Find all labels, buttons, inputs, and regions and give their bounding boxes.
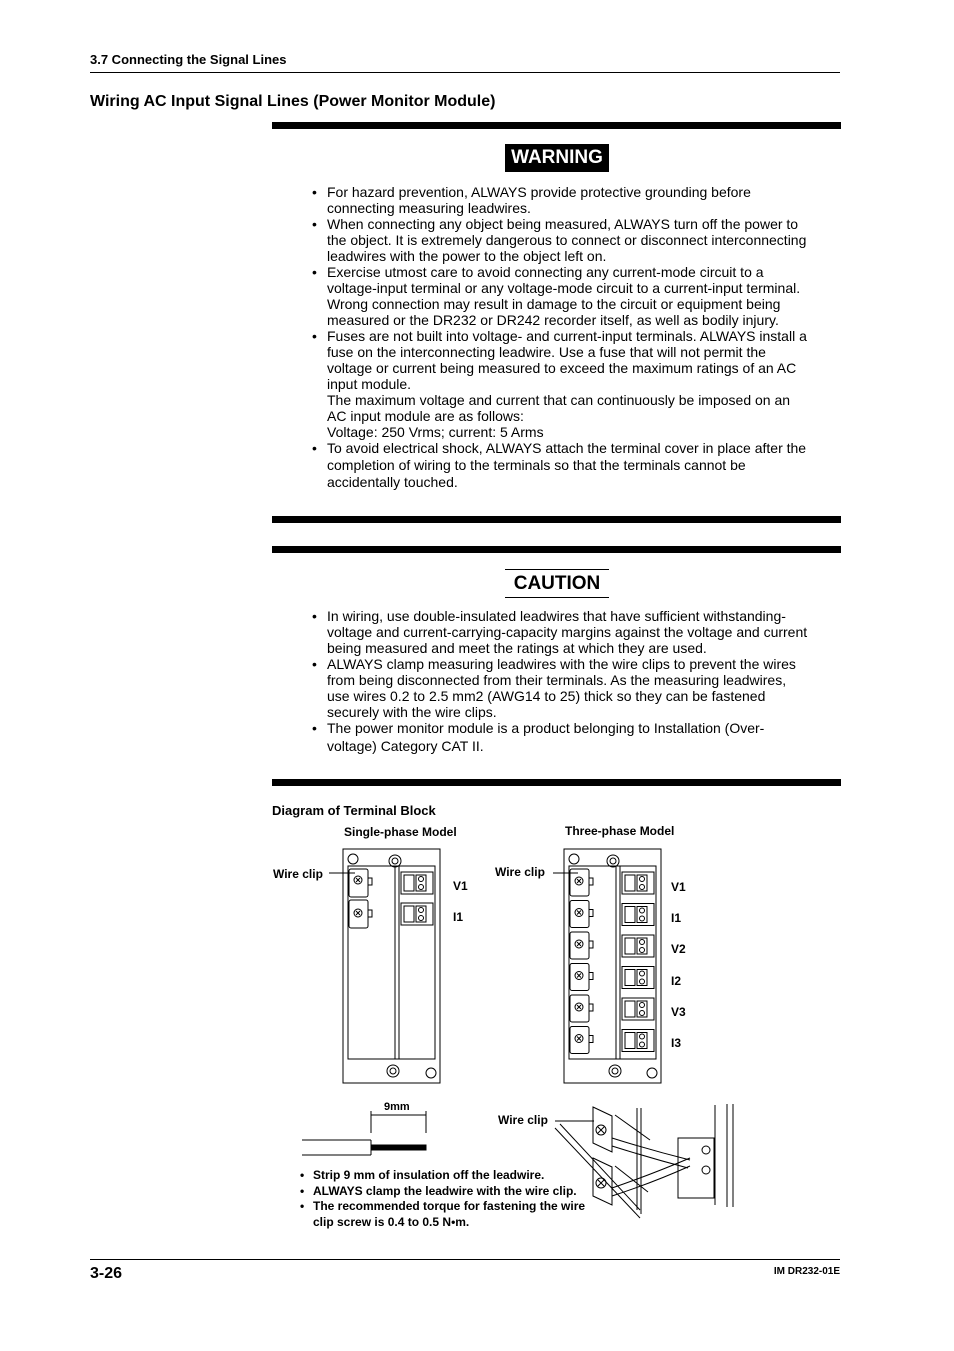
clip-tab [589, 1036, 593, 1043]
wire-clip [570, 932, 589, 959]
terminal-screw-icon [640, 940, 645, 945]
fuse-rating: Voltage: 250 Vrms; current: 5 Arms [327, 424, 544, 440]
clip-tab [589, 1004, 593, 1011]
three-phase-label: Three-phase Model [565, 824, 675, 838]
caution-item-text: In wiring, use double-insulated leadwires that have sufficient withstanding-voltage and current-carrying-capacity margins against the voltage and current being measured and meet the ratings at which they are used. [327, 608, 808, 656]
wire-clip [570, 964, 589, 991]
terminal-screw-icon [640, 979, 645, 984]
warning-item-text: To avoid electrical shock, ALWAYS attach the terminal cover in place after the completion of wiring to the terminals so that the terminals cannot be accidentally touched. [327, 440, 807, 490]
diagram-title: Diagram of Terminal Block [272, 803, 436, 818]
terminal-slot [625, 938, 635, 954]
subsection-title: Wiring AC Input Signal Lines (Power Monitor Module) [90, 93, 496, 110]
caution-item-text: The power monitor module is a product belonging to Installation (Over-voltage) Category CAT II. [327, 720, 765, 754]
wire-clip [570, 901, 589, 928]
single-phase-label: Single-phase Model [344, 825, 457, 839]
caution-item-text: ALWAYS clamp measuring leadwires with the wire clips to prevent the wires from being disconnected from their terminals. As the measuring leadwires, use wires 0.2 to 2.5 mm2 (AWG14 to 25) thick so they can be fastened securely with the wire clips. [327, 656, 796, 720]
terminal-slot [637, 875, 647, 891]
document-id: IM DR232-01E [773, 1266, 840, 1277]
terminal-screw-icon [640, 916, 645, 921]
diagram-notes [298, 1168, 588, 1230]
warning-item-text: For hazard prevention, ALWAYS provide protective grounding before connecting measuring leadwires. [327, 184, 751, 216]
terminal-slot [625, 1001, 635, 1017]
section-header: 3.7 Connecting the Signal Lines [90, 52, 287, 67]
diagram-note-text: The recommended torque for fastening the wire clip screw is 0.4 to 0.5 N•m. [313, 1199, 586, 1229]
stripped-wire [302, 1111, 426, 1155]
terminal-slot [637, 1033, 647, 1049]
terminal-slot [625, 1033, 635, 1049]
terminal-slot [637, 970, 647, 986]
terminal-slot [625, 970, 635, 986]
diagram-note-text: ALWAYS clamp the leadwire with the wire clip. [313, 1183, 577, 1198]
terminal-slot [637, 1001, 647, 1017]
strip-length-label: 9mm [384, 1101, 410, 1113]
terminal-label-i3: I3 [671, 1036, 682, 1050]
terminal-slot [637, 938, 647, 954]
terminal-label-v3: V3 [671, 1005, 686, 1019]
warning-item-text: Fuses are not built into voltage- and current-input terminals. ALWAYS install a fuse on the interconnecting leadwire. Use a fuse that will not permit the voltage or current being measured to exceed the maximum ratings of an AC input module. [327, 328, 807, 392]
terminal-screw-icon [640, 885, 645, 890]
diagram-note-text: Strip 9 mm of insulation off the leadwire. [313, 1168, 545, 1182]
wire-clip-label: Wire clip [498, 1113, 548, 1127]
terminal-slot [637, 907, 647, 923]
warning-item-text: Exercise utmost care to avoid connecting any current-mode circuit to a voltage-input terminal or any voltage-mode circuit to a current-input terminal. Wrong connection may result in damage to the circuit or equipment being measured or the DR232 or DR242 recorder itself, as well as bodily injury. [327, 264, 801, 328]
terminal-label-v1: V1 [453, 879, 468, 893]
terminal-screw-icon [640, 948, 645, 953]
diagram-note [298, 1168, 588, 1184]
clip-tab [589, 973, 593, 980]
warning-badge: WARNING [505, 144, 609, 172]
diagram-note [298, 1184, 588, 1200]
terminal-label-v1: V1 [671, 880, 686, 894]
page-number: 3-26 [90, 1265, 123, 1282]
terminal-screw-icon [640, 971, 645, 976]
terminal-slot [625, 875, 635, 891]
wire-clip-label: Wire clip [273, 867, 323, 881]
terminal-screw-icon [640, 1011, 645, 1016]
terminal-screw-icon [640, 908, 645, 913]
clip-tab [589, 878, 593, 885]
terminal-screw-icon [640, 1042, 645, 1047]
fuse-note: The maximum voltage and current that can continuously be imposed on an AC input module are as follows: [327, 392, 791, 424]
footer-rule [90, 1259, 840, 1260]
wire-clip [570, 1027, 589, 1054]
clip-tab [589, 910, 593, 917]
terminal-label-i1: I1 [671, 911, 682, 925]
terminal-label-i2: I2 [671, 974, 682, 988]
terminal-label-i1: I1 [453, 910, 464, 924]
diagram-note [298, 1199, 588, 1230]
terminal-screw-icon [640, 1003, 645, 1008]
caution-badge: CAUTION [505, 569, 609, 598]
wire-clip [570, 995, 589, 1022]
terminal-slot [625, 907, 635, 923]
terminal-screw-icon [640, 1034, 645, 1039]
three-phase-clips [570, 869, 654, 1054]
single-phase-module [329, 849, 440, 1083]
wire-clip-label: Wire clip [495, 865, 545, 879]
warning-item-text: When connecting any object being measured, ALWAYS turn off the power to the object. It is extremely dangerous to connect or disconnect interconnecting leadwires with the power to the object left on. [327, 216, 807, 264]
terminal-label-v2: V2 [671, 942, 686, 956]
terminal-screw-icon [640, 877, 645, 882]
clip-tab [589, 941, 593, 948]
